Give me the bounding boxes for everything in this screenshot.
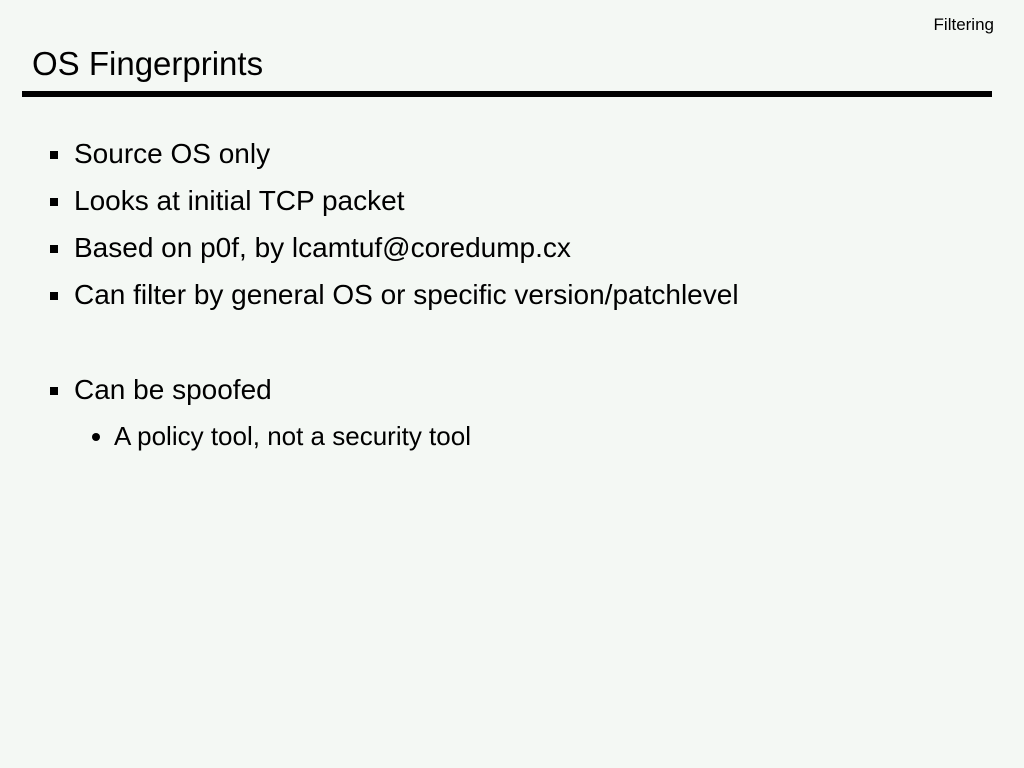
- slide-header-label: Filtering: [933, 15, 994, 34]
- dot-bullet-icon: [92, 433, 100, 441]
- list-item: [44, 224, 994, 271]
- list-item-label: Looks at initial TCP packet: [74, 185, 405, 216]
- list-item-label: Can be spoofed: [74, 374, 272, 405]
- square-bullet-icon: [50, 387, 58, 395]
- square-bullet-icon: [50, 245, 58, 253]
- list-item: [44, 130, 994, 177]
- square-bullet-icon: [50, 151, 58, 159]
- list-item-label: Source OS only: [74, 138, 271, 169]
- square-bullet-icon: [50, 292, 58, 300]
- list-item: [44, 271, 994, 318]
- list-item-label: Can filter by general OS or specific version/patchlevel: [74, 279, 739, 310]
- list-spacer: [44, 318, 994, 366]
- sub-list: [44, 413, 994, 459]
- list-item: [44, 177, 994, 224]
- page-title: OS Fingerprints: [32, 45, 264, 82]
- list-item-label: A policy tool, not a security tool: [114, 421, 471, 451]
- sub-list-container: [44, 413, 994, 459]
- list-item: [44, 413, 994, 459]
- title-divider: [22, 91, 992, 97]
- list-item: [44, 366, 994, 413]
- square-bullet-icon: [50, 198, 58, 206]
- slide-body-list: [44, 130, 994, 459]
- list-item-label: Based on p0f, by lcamtuf@coredump.cx: [74, 232, 571, 263]
